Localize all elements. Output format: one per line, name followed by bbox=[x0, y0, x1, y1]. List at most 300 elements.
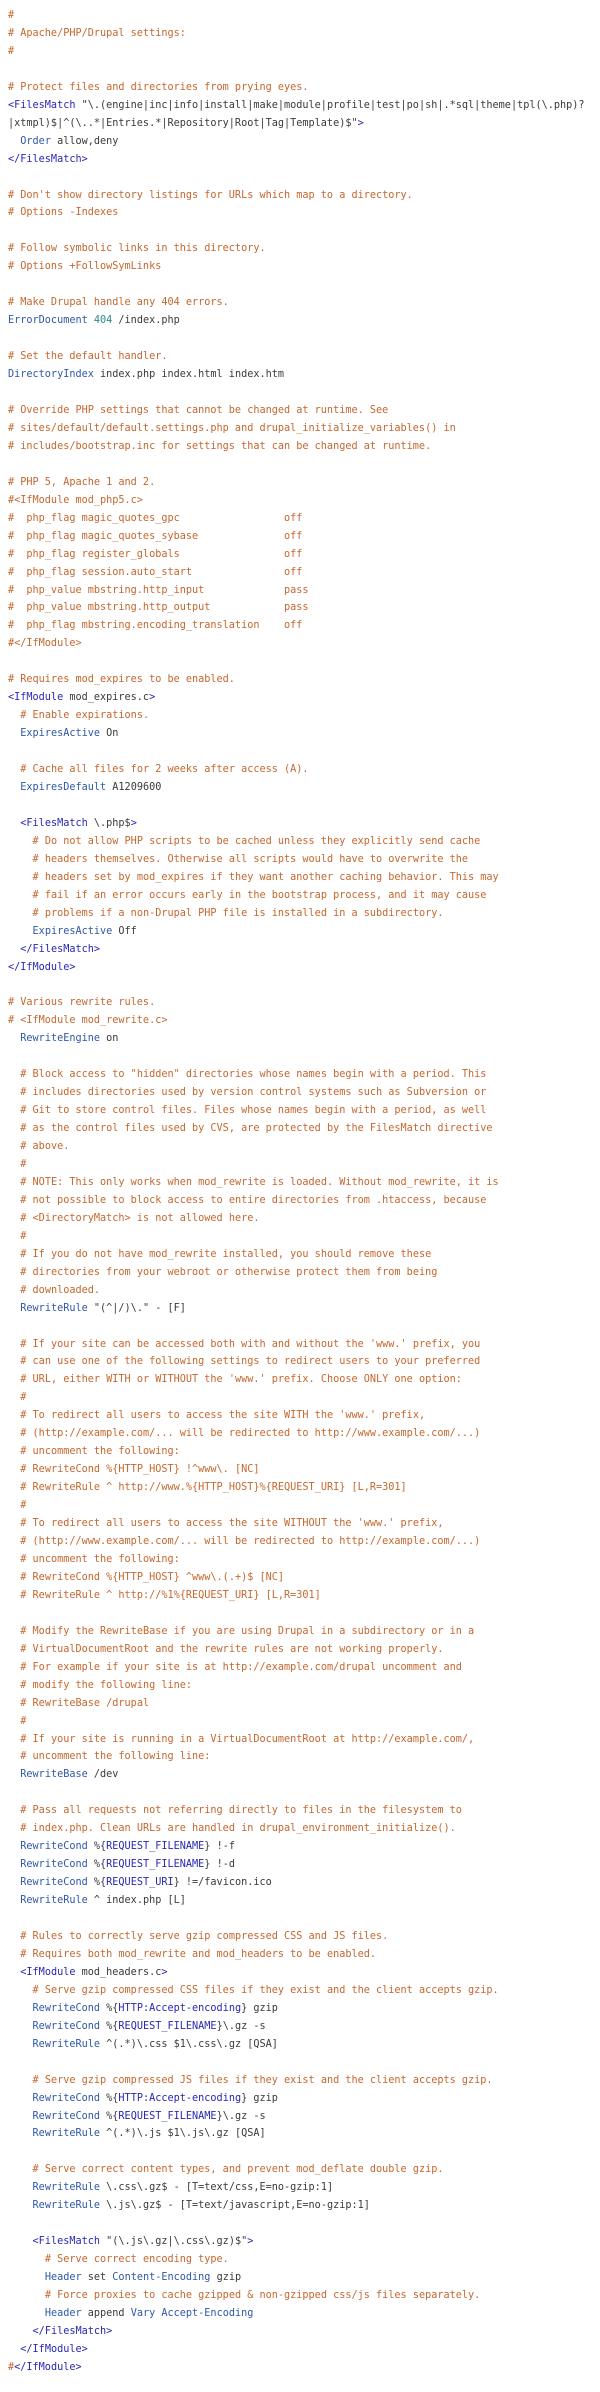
code-tag: REQUEST_FILENAME bbox=[118, 2020, 217, 2032]
code-text bbox=[8, 2308, 45, 2319]
code-tag: HTTP:Accept-encoding bbox=[118, 2092, 242, 2104]
code-directive: RewriteCond bbox=[20, 1859, 88, 1871]
code-directive: Content-Encoding bbox=[112, 2272, 211, 2284]
code-line bbox=[8, 994, 600, 1012]
code-comment: # Options -Indexes bbox=[8, 207, 119, 219]
code-text bbox=[8, 1823, 20, 1834]
code-text bbox=[8, 1518, 20, 1529]
code-comment: # If your site is running in a VirtualDocumentRoot at http://example.com/, bbox=[20, 1733, 475, 1745]
code-line bbox=[8, 869, 600, 887]
code-line bbox=[8, 258, 600, 276]
code-line bbox=[8, 528, 600, 546]
code-line bbox=[8, 330, 600, 348]
code-line bbox=[8, 2054, 600, 2072]
code-text bbox=[8, 1267, 20, 1278]
code-directive: Vary Accept-Encoding bbox=[130, 2308, 254, 2319]
code-directive: RewriteRule bbox=[20, 1302, 88, 1314]
code-text bbox=[8, 1446, 20, 1457]
code-comment: # includes/bootstrap.inc for settings that can be changed at runtime. bbox=[8, 440, 432, 452]
code-comment: # To redirect all users to access the site WITHOUT the 'www.' prefix, bbox=[20, 1518, 444, 1530]
code-tag: <IfModule bbox=[20, 1966, 76, 1978]
code-text bbox=[8, 1464, 20, 1475]
code-line bbox=[8, 1318, 600, 1336]
code-line bbox=[8, 1156, 600, 1174]
code-text: "(\.js\.gz|\.css\.gz)$" bbox=[100, 2236, 248, 2248]
code-tag: REQUEST_FILENAME bbox=[106, 1841, 205, 1853]
code-text bbox=[8, 1554, 20, 1565]
code-tag: <FilesMatch bbox=[20, 817, 88, 829]
code-tag: REQUEST_FILENAME bbox=[118, 2110, 217, 2122]
code-line bbox=[8, 1389, 600, 1407]
code-text bbox=[8, 944, 20, 955]
code-line bbox=[8, 1479, 600, 1497]
code-tag: HTTP:Accept-encoding bbox=[118, 2002, 242, 2014]
code-line bbox=[8, 1641, 600, 1659]
code-text: %{ bbox=[100, 2002, 119, 2014]
code-tag: </IfModule> bbox=[14, 2361, 82, 2373]
code-directive: RewriteRule bbox=[32, 2182, 101, 2194]
code-comment: # VirtualDocumentRoot and the rewrite rules are not working properly. bbox=[20, 1643, 444, 1655]
code-text bbox=[8, 764, 20, 775]
code-line bbox=[8, 456, 600, 474]
code-text bbox=[8, 136, 20, 147]
code-line bbox=[8, 976, 600, 994]
code-text bbox=[8, 1213, 20, 1224]
code-text bbox=[8, 2003, 33, 2014]
code-text bbox=[8, 1895, 20, 1906]
code-text: allow,deny bbox=[50, 135, 119, 147]
code-text bbox=[8, 1428, 20, 1439]
code-comment: # bbox=[20, 1392, 27, 1404]
code-comment: # Serve gzip compressed CSS files if they exist and the client accepts gzip. bbox=[32, 1984, 499, 1996]
code-tag: <FilesMatch bbox=[8, 99, 76, 111]
code-text bbox=[8, 908, 33, 919]
code-line bbox=[8, 133, 600, 151]
code-text bbox=[8, 1356, 20, 1367]
code-comment: # php_value mbstring.http_output pass bbox=[8, 602, 309, 614]
code-text bbox=[8, 1069, 20, 1080]
code-line bbox=[8, 2072, 600, 2090]
code-text: %{ bbox=[87, 1841, 107, 1853]
code-line bbox=[8, 546, 600, 564]
code-directive: ExpiresActive bbox=[20, 728, 101, 740]
code-text bbox=[8, 1769, 20, 1780]
code-line bbox=[8, 1874, 600, 1892]
code-tag: REQUEST_FILENAME bbox=[106, 1859, 205, 1871]
code-directive: Header bbox=[44, 2308, 82, 2319]
code-text: }\.gz -s bbox=[216, 2110, 266, 2122]
code-tag: </FilesMatch> bbox=[8, 153, 88, 165]
code-text bbox=[8, 1590, 20, 1601]
code-text bbox=[8, 1482, 20, 1493]
code-line bbox=[8, 1353, 600, 1371]
code-text: } !-d bbox=[204, 1859, 235, 1871]
code-tag: > bbox=[149, 692, 156, 704]
code-text bbox=[8, 1177, 20, 1188]
code-line bbox=[8, 61, 600, 79]
code-text: \.js\.gz$ - [T=text/javascript,E=no-gzip:1] bbox=[100, 2200, 370, 2212]
code-text: } gzip bbox=[241, 2002, 278, 2014]
code-comment: # If your site can be accessed both with and without the 'www.' prefix, you bbox=[20, 1338, 481, 1350]
code-line bbox=[8, 1084, 600, 1102]
code-text: "(^|/)\." - [F] bbox=[87, 1302, 186, 1314]
code-text bbox=[8, 1680, 20, 1691]
code-comment: # (http://example.com/... will be redirected to http://www.example.com/...) bbox=[20, 1428, 481, 1440]
code-text bbox=[8, 2344, 20, 2355]
code-line bbox=[8, 2359, 600, 2377]
code-line bbox=[8, 2323, 600, 2341]
code-text bbox=[8, 2272, 45, 2283]
code-line bbox=[8, 833, 600, 851]
code-directive: RewriteCond bbox=[20, 1877, 88, 1889]
code-line bbox=[8, 1784, 600, 1802]
code-text: ^ index.php [L] bbox=[87, 1895, 186, 1907]
code-text bbox=[8, 2021, 33, 2032]
code-tag: </IfModule> bbox=[20, 2343, 88, 2355]
code-line bbox=[8, 617, 600, 635]
code-text bbox=[8, 1536, 20, 1547]
code-text bbox=[8, 2182, 33, 2193]
code-text: mod_headers.c bbox=[75, 1966, 162, 1978]
code-line bbox=[8, 564, 600, 582]
code-comment: # To redirect all users to access the site WITH the 'www.' prefix, bbox=[20, 1410, 426, 1422]
code-comment: # Serve gzip compressed JS files if they exist and the client accepts gzip. bbox=[32, 2074, 493, 2086]
code-line bbox=[8, 1928, 600, 1946]
code-text bbox=[8, 818, 20, 829]
code-line bbox=[8, 1210, 600, 1228]
code-line bbox=[8, 2179, 600, 2197]
code-line bbox=[8, 1659, 600, 1677]
code-text: gzip bbox=[210, 2272, 242, 2284]
code-text bbox=[8, 1123, 20, 1134]
code-comment: # php_value mbstring.http_input pass bbox=[8, 584, 309, 596]
code-line bbox=[8, 1371, 600, 1389]
code-comment: # Enable expirations. bbox=[20, 710, 150, 722]
code-text bbox=[8, 1249, 20, 1260]
code-line bbox=[8, 2287, 600, 2305]
code-directive: RewriteRule bbox=[32, 2128, 101, 2140]
code-directive: ErrorDocument bbox=[8, 315, 88, 327]
code-line bbox=[8, 1623, 600, 1641]
code-line bbox=[8, 1497, 600, 1515]
code-comment: # bbox=[20, 1230, 27, 1242]
code-text bbox=[8, 1949, 20, 1960]
code-tag: > bbox=[247, 2236, 254, 2248]
code-text bbox=[8, 2290, 45, 2301]
code-comment: # Serve correct encoding type. bbox=[44, 2254, 229, 2266]
code-directive: RewriteRule bbox=[20, 1895, 88, 1907]
code-text bbox=[8, 1410, 20, 1421]
code-comment: # Set the default handler. bbox=[8, 351, 168, 363]
code-line bbox=[8, 2000, 600, 2018]
code-line bbox=[8, 797, 600, 815]
code-text bbox=[8, 1231, 20, 1242]
code-line bbox=[8, 492, 600, 510]
code-line bbox=[8, 1048, 600, 1066]
code-line bbox=[8, 2090, 600, 2108]
code-line bbox=[8, 743, 600, 761]
code-text: %{ bbox=[87, 1859, 107, 1871]
code-text bbox=[8, 1967, 20, 1978]
code-text bbox=[8, 2236, 33, 2247]
code-line bbox=[8, 204, 600, 222]
code-line bbox=[8, 115, 600, 133]
code-line bbox=[8, 348, 600, 366]
code-line bbox=[8, 438, 600, 456]
code-text bbox=[8, 1698, 20, 1709]
code-line bbox=[8, 276, 600, 294]
code-comment: # PHP 5, Apache 1 and 2. bbox=[8, 476, 156, 488]
code-line bbox=[8, 1282, 600, 1300]
code-text: ^(.*)\.js $1\.js\.gz [QSA] bbox=[100, 2128, 266, 2140]
code-comment: # NOTE: This only works when mod_rewrite is loaded. Without mod_rewrite, it is bbox=[20, 1176, 499, 1188]
code-tag: </FilesMatch> bbox=[32, 2325, 113, 2337]
code-line bbox=[8, 1264, 600, 1282]
code-comment: # problems if a non-Drupal PHP file is installed in a subdirectory. bbox=[32, 907, 444, 919]
code-line bbox=[8, 689, 600, 707]
code-line bbox=[8, 851, 600, 869]
code-text bbox=[8, 2111, 33, 2122]
code-directive: RewriteBase bbox=[20, 1769, 88, 1781]
code-text: %{ bbox=[100, 2110, 119, 2122]
code-text: } gzip bbox=[241, 2092, 278, 2104]
code-line bbox=[8, 2215, 600, 2233]
code-text bbox=[8, 2164, 33, 2175]
code-text bbox=[8, 854, 33, 865]
code-line bbox=[8, 1012, 600, 1030]
code-tag: > bbox=[357, 117, 364, 129]
code-comment: # php_flag mbstring.encoding_translation off bbox=[8, 620, 303, 632]
code-line bbox=[8, 97, 600, 115]
code-line bbox=[8, 151, 600, 169]
code-line bbox=[8, 1587, 600, 1605]
code-comment: # (http://www.example.com/... will be redirected to http://example.com/...) bbox=[20, 1536, 481, 1548]
code-text: %{ bbox=[100, 2092, 119, 2104]
code-text bbox=[8, 1195, 20, 1206]
code-text bbox=[8, 782, 20, 793]
code-comment: # includes directories used by version control systems such as Subversion or bbox=[20, 1087, 487, 1099]
code-text: ^(.*)\.css $1\.css\.gz [QSA] bbox=[100, 2038, 278, 2050]
code-tag: </FilesMatch> bbox=[20, 943, 101, 955]
code-comment: # Serve correct content types, and prevent mod_deflate double gzip. bbox=[32, 2164, 444, 2176]
code-comment: # Make Drupal handle any 404 errors. bbox=[8, 297, 229, 309]
code-text bbox=[8, 2326, 33, 2337]
code-text bbox=[8, 1500, 20, 1511]
code-text bbox=[8, 1644, 20, 1655]
code-text: } !-f bbox=[204, 1841, 235, 1853]
code-line bbox=[8, 1695, 600, 1713]
code-comment: # Git to store control files. Files whose names begin with a period, as well bbox=[20, 1105, 487, 1117]
code-tag: </IfModule> bbox=[8, 961, 76, 973]
code-line bbox=[8, 2269, 600, 2287]
code-text: %{ bbox=[100, 2020, 119, 2032]
code-line bbox=[8, 905, 600, 923]
code-line bbox=[8, 1856, 600, 1874]
code-text: /index.php bbox=[112, 315, 180, 327]
code-comment: # php_flag register_globals off bbox=[8, 548, 303, 560]
code-text bbox=[8, 1339, 20, 1350]
code-text bbox=[8, 1877, 20, 1888]
code-comment: # Various rewrite rules. bbox=[8, 997, 156, 1009]
code-line bbox=[8, 1300, 600, 1318]
code-line bbox=[8, 1138, 600, 1156]
code-line bbox=[8, 7, 600, 25]
code-directive: RewriteCond bbox=[20, 1841, 88, 1853]
code-text bbox=[8, 1931, 20, 1942]
code-directive: RewriteRule bbox=[32, 2200, 101, 2212]
code-line bbox=[8, 1820, 600, 1838]
code-comment: # sites/default/default.settings.php and drupal_initialize_variables() in bbox=[8, 422, 456, 434]
code-directive: ExpiresDefault bbox=[20, 781, 107, 793]
code-comment: # <DirectoryMatch> is not allowed here. bbox=[20, 1212, 260, 1224]
code-directive: RewriteCond bbox=[32, 2110, 101, 2122]
code-comment: # Override PHP settings that cannot be changed at runtime. See bbox=[8, 404, 389, 416]
code-comment: # Cache all files for 2 weeks after access (A). bbox=[20, 764, 309, 776]
code-line bbox=[8, 1892, 600, 1910]
code-line bbox=[8, 79, 600, 97]
code-comment: # uncomment the following line: bbox=[20, 1751, 211, 1763]
code-comment: # can use one of the following settings to redirect users to your preferred bbox=[20, 1356, 481, 1368]
code-line bbox=[8, 366, 600, 384]
code-line bbox=[8, 1228, 600, 1246]
code-text: |xtmpl)$|^(\..*|Entries.*|Repository|Root|Tag|Template)$" bbox=[8, 117, 358, 129]
code-line bbox=[8, 1982, 600, 2000]
code-line bbox=[8, 1551, 600, 1569]
code-line bbox=[8, 222, 600, 240]
code-line bbox=[8, 2251, 600, 2269]
code-comment: # not possible to block access to entire directories from .htaccess, because bbox=[20, 1194, 487, 1206]
code-directive: RewriteRule bbox=[32, 2038, 101, 2050]
code-tag: REQUEST_URI bbox=[106, 1877, 174, 1889]
code-comment: # Pass all requests not referring directly to files in the filesystem to bbox=[20, 1805, 462, 1817]
code-line bbox=[8, 635, 600, 653]
code-line bbox=[8, 1407, 600, 1425]
code-comment: # For example if your site is at http://example.com/drupal uncomment and bbox=[20, 1661, 462, 1673]
code-text bbox=[8, 1841, 20, 1852]
code-line bbox=[8, 2305, 600, 2323]
code-text bbox=[8, 1392, 20, 1403]
code-text bbox=[8, 1141, 20, 1152]
code-line bbox=[8, 1192, 600, 1210]
code-comment: # Options +FollowSymLinks bbox=[8, 261, 162, 273]
code-line bbox=[8, 1425, 600, 1443]
code-comment: # Rules to correctly serve gzip compressed CSS and JS files. bbox=[20, 1930, 389, 1942]
code-comment: # uncomment the following: bbox=[20, 1446, 180, 1458]
code-comment: # headers themselves. Otherwise all scripts would have to overwrite the bbox=[32, 853, 469, 865]
code-text bbox=[8, 2128, 33, 2139]
code-line bbox=[8, 2125, 600, 2143]
code-line bbox=[8, 761, 600, 779]
code-directive: Order bbox=[20, 135, 51, 147]
code-comment: # Force proxies to cache gzipped & non-gzipped css/js files separately. bbox=[44, 2290, 481, 2302]
code-line bbox=[8, 941, 600, 959]
code-directive: RewriteEngine bbox=[20, 1033, 101, 1045]
code-line bbox=[8, 1838, 600, 1856]
code-line bbox=[8, 240, 600, 258]
code-text: %{ bbox=[87, 1877, 107, 1889]
code-text bbox=[8, 1626, 20, 1637]
code-directive: RewriteCond bbox=[32, 2020, 101, 2032]
code-line bbox=[8, 510, 600, 528]
code-line bbox=[8, 169, 600, 187]
code-line bbox=[8, 2233, 600, 2251]
code-comment: # Modify the RewriteBase if you are using Drupal in a subdirectory or in a bbox=[20, 1625, 475, 1637]
code-comment: # RewriteRule ^ http://%1%{REQUEST_URI} [L,R=301] bbox=[20, 1589, 321, 1601]
code-text bbox=[8, 1285, 20, 1296]
code-comment: # bbox=[8, 2361, 15, 2373]
code-comment: #</IfModule> bbox=[8, 638, 82, 650]
code-line bbox=[8, 779, 600, 797]
code-text bbox=[8, 728, 20, 739]
code-line bbox=[8, 1120, 600, 1138]
code-line bbox=[8, 474, 600, 492]
code-text: On bbox=[100, 728, 119, 740]
code-text bbox=[8, 1374, 20, 1385]
code-tag: > bbox=[161, 1966, 168, 1978]
code-line bbox=[8, 725, 600, 743]
code-line bbox=[8, 1461, 600, 1479]
code-text: mod_expires.c bbox=[63, 692, 150, 704]
code-comment: # bbox=[8, 45, 15, 57]
code-comment: # Follow symbolic links in this directory. bbox=[8, 243, 266, 255]
code-tag: > bbox=[130, 817, 137, 829]
code-line bbox=[8, 1910, 600, 1928]
code-text: \.css\.gz$ - [T=text/css,E=no-gzip:1] bbox=[100, 2182, 334, 2194]
code-comment: # index.php. Clean URLs are handled in drupal_environment_initialize(). bbox=[20, 1823, 456, 1835]
code-text: } !=/favicon.ico bbox=[173, 1877, 272, 1889]
code-line bbox=[8, 1066, 600, 1084]
code-comment: # Apache/PHP/Drupal settings: bbox=[8, 27, 186, 39]
code-comment: # php_flag magic_quotes_gpc off bbox=[8, 512, 303, 524]
code-text bbox=[8, 1105, 20, 1116]
code-line bbox=[8, 187, 600, 205]
code-line bbox=[8, 582, 600, 600]
code-comment: # php_flag session.auto_start off bbox=[8, 566, 303, 578]
code-text bbox=[8, 1087, 20, 1098]
code-text: on bbox=[100, 1033, 119, 1045]
code-line bbox=[8, 1443, 600, 1461]
code-text: /dev bbox=[87, 1769, 119, 1781]
code-text bbox=[8, 1159, 20, 1170]
code-line bbox=[8, 2197, 600, 2215]
code-line bbox=[8, 1246, 600, 1264]
code-tag: <FilesMatch bbox=[32, 2236, 101, 2248]
code-text bbox=[8, 872, 33, 883]
code-directive: DirectoryIndex bbox=[8, 369, 94, 381]
code-directive: RewriteCond bbox=[32, 2092, 101, 2104]
code-line bbox=[8, 1336, 600, 1354]
code-text bbox=[8, 890, 33, 901]
code-directive: RewriteCond bbox=[32, 2002, 101, 2014]
code-comment: # bbox=[20, 1159, 27, 1170]
code-line bbox=[8, 384, 600, 402]
code-line bbox=[8, 2161, 600, 2179]
code-comment: # <IfModule mod_rewrite.c> bbox=[8, 1015, 168, 1027]
code-line bbox=[8, 923, 600, 941]
code-line bbox=[8, 707, 600, 725]
code-comment: # Do not allow PHP scripts to be cached unless they explicitly send cache bbox=[32, 835, 481, 847]
code-text bbox=[8, 2039, 33, 2050]
code-line bbox=[8, 1731, 600, 1749]
code-line bbox=[8, 43, 600, 61]
code-line bbox=[8, 312, 600, 330]
code-line bbox=[8, 1677, 600, 1695]
code-directive: ExpiresActive bbox=[32, 925, 113, 937]
code-text bbox=[8, 1716, 20, 1727]
code-line bbox=[8, 1713, 600, 1731]
code-line bbox=[8, 2018, 600, 2036]
code-text bbox=[8, 1662, 20, 1673]
